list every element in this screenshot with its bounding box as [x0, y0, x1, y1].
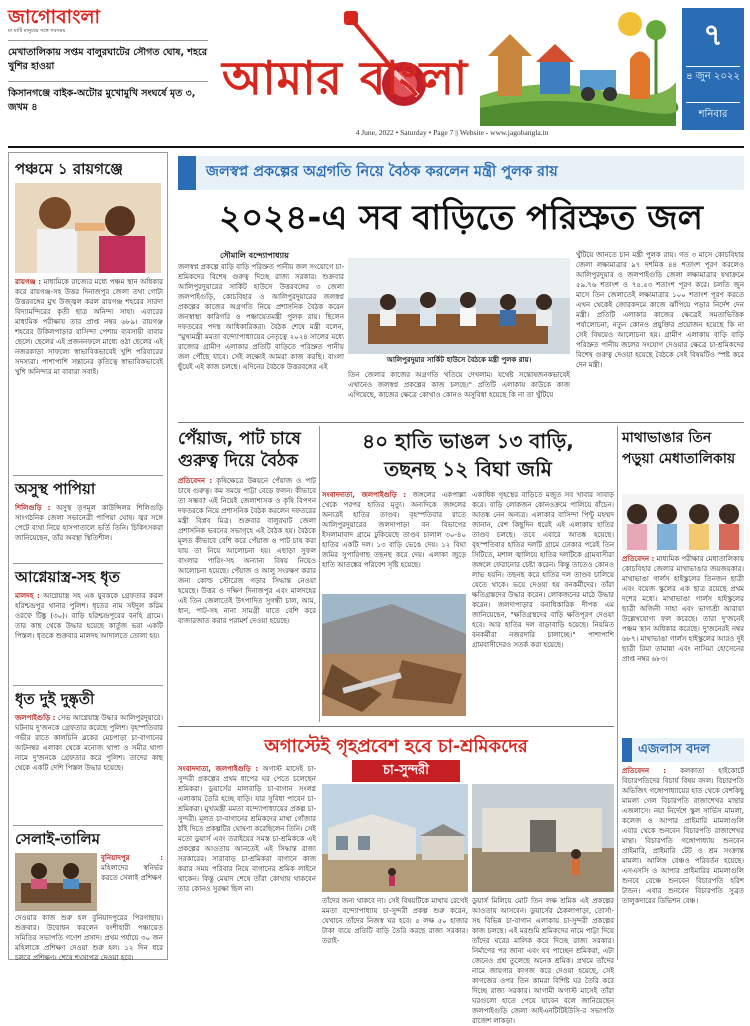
- madhyamik-headline: মাথাভাঙার তিন পড়ুয়া মেধাতালিকায়: [622, 430, 736, 467]
- sewing-photo: [15, 853, 97, 911]
- elephant-col2: একাধিক গৃহস্থের বাড়িতে মজুত সব খাবার সাবাড় করে। বাড়ি লোকজন কোনওক্রমে পালিয়ে বাঁচেন। আতঙ্ক নেন অন্যত্র। এলাকার বাসিন্দা পিন্টু মহম্মদ জানান, বেশ কিছুদিন ধরেই এই এলাকায় হাতির তাণ্ডব চলছে। তবে এবারে আতঙ্ক হয়েছে। বৃহস্পতিবার হাতির দলটি গ্রামে ঢোকার পরেই তিন সিটিতে, মশাল জ্বালিয়ে হাতির দলটিকে গ্রামবাসীরা জঙ্গলে ফেরানোর চেষ্টা করেন। কিন্তু তাতেও কোনও লাভ হয়নি। তছনছ করে হাতির দল তাণ্ডব চালিয়ে যেতে থাকে। ভয়ে দেওয়া হয় বনকর্মীদের। তাঁরা ক্ষতিগ্রস্তদের উদ্ধার করেন। লোকজনের মাঠে উদ্ধার করেন। জলদাপাড়ার বনাধিকারিক দীপক এম জানিয়েছেন, "ক্ষতিগ্রস্থদের বাড়ি ক্ষতিপূরণ দেওয়া হবে। আর হাতির দল বাড়াবাড়ি হয়েছে। নিয়মিত বনকর্মীরা নজরদারি চালাচ্ছে।" পাশাপাশি গ্রামবাসীদেরও সতর্ক করা হয়েছে।: [472, 491, 614, 649]
- tea-col1-text: অগাস্ট মাসেই চা-সুন্দরী প্রকল্পের প্রথম ধাপের ঘর পেতে চলেছেন শ্রমিকরা। ডুয়ার্সের মালবাড়ি চা-বাগান সংলগ্ন এলাকায় তৈরি হচ্ছে বাড়ি। যার সুবিধা পাবেন চা-শ্রমিকরা। মুখ্যমন্ত্রী মমতা বন্দ্যোপাধ্যায়ের প্রকল্প চা-সুন্দরী। মূলত চা-বাগানের শ্রমিকদের মাথা গোঁজার ঠাঁই দিতে প্রকল্পটির ঘোষণা করেছিলেন তিনি। সেই মতো ডুয়ার্স এবং তরাইয়ের সমস্ত চা-শ্রমিককে এই প্রকল্পের আওতায় আনতেই এই সিদ্ধান্ত রাজ্য সরকারের। সারাবাড় চা-শ্রমিকরা বাগানে কাজ করার সময় পরিবার নিয়ে বাগানের শ্রমিক লাইনে থাকেন। কিন্তু মেয়াদ শেষে তাঁরা কোথায় থাকবেন তার কোনও সুরক্ষা ছিল না।: [178, 765, 316, 893]
- elephant-col1: [322, 490, 466, 590]
- story1-place: রায়গঞ্জ :: [15, 278, 42, 286]
- tea-headline: অগাস্টেই গৃহপ্রবেশ হবে চা-শ্রমিকদের: [264, 736, 528, 757]
- meeting-photo: [348, 258, 570, 354]
- story5-place: বুনিয়াদপুর :: [101, 854, 163, 862]
- promo-headline-2: কিসানগঞ্জে বাইক-অটোর মুখোমুখি সংঘর্ষে মৃত ৩, জখম ৪: [8, 88, 196, 113]
- transfer-text: কলকাতা হাইকোর্টে বিচারপতিদের বিচার্য বিষয় বদল। বিচারপতি অভিজিৎ গঙ্গোপাধ্যায়ের হাত থেকে বেশকিছু মামলা গেল বিচারপতি রাজাশেখর মান্থার এজলাসে। নয়া নির্দেশে স্কুল সার্ভিস মামলা, কলেজ ও আপার প্রাইমারি মামলাগুলি এবার থেকে শুনবেন বিচারপতি রাজাশেখর মান্থা। বিচারপতি গঙ্গোপাধ্যায় শুনবেন প্রাইমারি, প্রাইমারি টেট ও শ্রম সংক্রান্ত মামলা। আলিঙ্গ বেঞ্চও পরিবর্তন হয়েছে। এসএসসি ও আপার প্রাইমারির মামলাগুলি শুনবে বেঞ্চে শুনবেন বিচারপতি হরিশ টান্ডন। এবার শুনবেন বিচারপতি সুব্রত তালুকদারের ডিভিশন বেঞ্চ।: [622, 767, 745, 905]
- village-illustration: [480, 4, 676, 126]
- story3-body: [15, 591, 163, 683]
- promo-headline-1: মেখাতালিকায় সপ্তম বালুরঘাটের সৌগত ঘোষ, শহরে খুশির হাওয়া: [8, 47, 208, 72]
- main-col2: তিন জেলার কাজের অগ্রগতি খতিয়ে দেখলাম। যথেষ্ট সন্তোষজনকভাবেই এখানেও জলস্বপ্ন প্রকল্পের কাজ চলছে।" প্রতিটি এলাকায় কাউকে কাজ এগিয়েছে, কাজের ক্ষেত্রে কোথাও কোনও অসুবিধা হয়েছে কি না তা খুঁটিয়ে: [348, 371, 570, 399]
- transfer-body: [622, 766, 744, 960]
- damaged-house-photo: [322, 594, 466, 716]
- issue-date: ৪ জুন ২০২২: [686, 71, 740, 82]
- story2-place: শিলিগুড়ি :: [15, 504, 51, 512]
- story5-lead-text: মহিলাদের স্বনির্ভর করতে সেলাই প্রশিক্ষণ: [101, 864, 163, 882]
- masthead: [0, 0, 750, 148]
- transfer-heading-band: [622, 738, 744, 762]
- student-photo: [15, 183, 161, 273]
- story5-body: দেওয়ার কাজ শুরু হল বুনিয়াদপুরের পিরগাছায়। শুক্রবার। উদ্বোধন করলেন বংশীহারী পঞ্চায়েত সমিতির সভাপতি গণেশ প্রসাদ। প্রথম পর্যায়ে ৩০ জন মহিলাকে প্রশিক্ষণ দেওয়া শুরু হল। ১২ দিন ধরে চলবে প্রশিক্ষণ। শেষে শংসাপত্র দেওয়া হবে।: [15, 914, 163, 962]
- story4-heading: ধৃত দুই দুষ্কৃতী: [15, 690, 95, 708]
- tea-place: সংবাদদাতা, জলপাইগুড়ি :: [178, 765, 259, 773]
- left-column: [8, 152, 168, 960]
- title-logo: আমার বাংলা: [222, 51, 469, 105]
- transfer-place: প্রতিবেদন :: [622, 767, 667, 775]
- story1-heading: পঞ্চমে ১ রায়গঞ্জে: [15, 160, 123, 178]
- main-col1: জলস্বপ্ন প্রকল্পে বাড়ি বাড়ি পরিস্রুত পানীয় জল সংযোগে চা-শ্রমিকদের বিশেষ গুরুত্ব দিচ্ছে রাজ্য সরকার। শুক্রবার আলিপুরদুয়ারের সার্কিট হাউসে উত্তরবঙ্গের ৩ জেলা জলপাইগুড়ি, কোচবিহার ও আলিপুরদুয়ারের জলস্বপ্ন প্রকল্পের কাজের অগ্রগতি নিয়ে প্রশাসনিক বৈঠক করেন জনস্বাস্থ্য কারিগরি ও পঞ্চায়েতমন্ত্রী পুলক রায়। ছিলেন দফতরের পদস্থ আধিকারিকরা। বৈঠক শেষে মন্ত্রী বলেন, "মুখ্যমন্ত্রী মমতা বন্দ্যোপাধ্যায়ের নেতৃত্বে ২০২৪ সালের মধ্যে রাজ্যের গ্রামীণ এলাকার প্রতিটি বাড়িতে পরিস্রুত পানীয় জল পৌঁছে যাবে। সেই লক্ষ্যেই আমরা কাজ করছি। বাংলা ছুঁয়েই এই কাজ চলছে। এদিনের বৈঠকে উত্তরবঙ্গের এই: [178, 263, 344, 371]
- onion-place: প্রতিবেদন :: [178, 477, 213, 485]
- page-number: ৭: [703, 18, 723, 53]
- tea-col3: ডুয়ার্স মিলিয়ে মোট তিন লক্ষ শ্রমিক এই প্রকল্পের আওতায় আসবেন। ডুয়ার্সের ঠেকলাপাড়া, তোর্সা-সহ বিভিন্ন চা-বাগান এলাকায় চা-সুন্দরী প্রকল্পের কাজ চলছে। এই মরশুমি শ্রমিকদের নামে পাট্টা দিয়ে তাঁদের ঘরের মালিক করে দিচ্ছে রাজ্য সরকার। নির্মাণের পর জানা এবং যব পাচ্ছেন শ্রমিকরা, এটা জেনেও প্রশ্ন তুলেছে অনেক শ্রমিক। প্রথমে তাঁদের নামে জায়গার কাগজ করে দেওয়া হয়েছে, সেই কাগজের ওপর তিন কামরা বিশিষ্ট ঘর তৈরি করে দিচ্ছে রাজ্য সরকার। আগামী অগাস্ট মাসেই তাঁরা ঘরগুলো হাতে পেয়ে যাবেন বলে জানিয়েছেন জলপাইগুড়ি জেলা আইএনটিটিইউসি-র সভাপতি রাজেশ লাকড়া।: [472, 897, 614, 1025]
- onion-body: [178, 476, 316, 724]
- tea-houses-photo: [322, 784, 468, 892]
- main-kicker-band: [178, 156, 744, 190]
- story4-text: সেভ আগ্নেয়াস্ত্র উদ্ধার আলিপুরদুয়ারে। ঘটনায় দু'জনকে গ্রেফতার করেছে পুলিশ। বৃহস্পতিবার গভীর রাতে কালচিনি ব্লকের মেচপাড়া চা-বাগানের আটনম্বর এলাকা থেকে মনোজ থাপা ও সমীর থাপা নামে দু'জনকে গ্রেফতার করে পুলিশ। তাদের কাছ থেকে একটি দেশি পিস্তল উদ্ধার হয়েছে।: [15, 714, 163, 772]
- elephant-place: সংবাদদাতা, জলপাইগুড়ি :: [322, 491, 407, 499]
- madhyamik-place: প্রতিবেদন :: [622, 555, 655, 563]
- story1-text: মাধ্যমিকে রাজ্যের মধ্যে পঞ্চম স্থান অধিকার করে রায়গঞ্জ-সহ উত্তর দিনাজপুর জেলা তথা গোটা উত্তরবঙ্গের মুখ উজ্জ্বল করল রায়গঞ্জ শহরের সারদা বিদ্যামন্দিরের কৃতী ছাত্র অনিন্দ্য সাহা। এবারের মাধ্যমিক পরীক্ষায় তার প্রাপ্ত নম্বর ৬৮৯। রায়গঞ্জ শহরের উকিলপাড়ার বাসিন্দা পেশায় ব্যবসায়ী বাবার ছেলে। ছেলের এই প্রজননফলে মাধ্যে ওঠা ছেলের এই নজরকাড়া সাফল্যে স্বাভাবিকভাবেই খুশি পরিবারের সদস্যরা। পাশাপাশি সন্তানের কৃতিত্বে স্বাভাবিকভাবেই খুশি অনিন্দ্যর মা বাবারা সবাই।: [15, 278, 164, 376]
- toppers-photo: [622, 494, 744, 550]
- onion-text: কৃষিক্ষেত্রে উন্নয়নে পেঁয়াজ ও পাট চাষে গুরুত্ব। কম সময়ে পাট্টা বেড়ে ফলন। কীভাবে তা সম্ভব? এই নিয়েই জেলাশাসক ও কৃষি বিপণন দফতরকে নিয়ে প্রশাসনিক বৈঠক করলেন দফতরের মন্ত্রী বিপ্লব মিত্র। শুক্রবার বালুরঘাট জেলা প্রশাসনিক ভবনের সভাগৃহে এই বৈঠক হয়। বৈঠকে মূলত কীভাবে বেশি করে পেঁয়াজ ও পাট চাষ করা যায় তা নিয়ে আলোচনা হয়। এছাড়া সুফল বাংলার পারিং-সহ অন্যান্য বিষয় নিয়েও আলোচনা হয়েছে। পেঁয়াজ ও আলু সংরক্ষণ করার জন্য কোল্ড স্টোরেজ গড়ার সিদ্ধান্ত নেওয়া হয়েছে। উত্তর ও দক্ষিণ দিনাজপুর এবং মালদহের এই তিন জেলাতেই উৎপাদিত সুগন্ধী চাল, আম, ধান, পাট-সহ নানা সামগ্রী যাতে বেশি করে বাজারজাত করার পরামর্শ দেওয়া হয়েছে।: [178, 477, 316, 625]
- elephant-headline-1: ৪০ হাতি ভাঙল ১৩ বাড়ি,: [362, 429, 574, 453]
- dateline: 4 June, 2022 • Saturday • Page 7 || Website - www.jagobangla.in: [355, 128, 549, 137]
- tea-badge-label: চা-সুন্দরী: [382, 763, 430, 778]
- issue-day: শনিবার: [698, 109, 728, 120]
- story5-heading: সেলাই-তালিম: [15, 830, 100, 848]
- brand-logo: [8, 6, 208, 35]
- story2-text: অসুস্থ তৃণমূল কাউন্সিলর শিলিগুড়ি সাংগঠনিক জেলা সভানেত্রী পাপিয়া ঘোষ। জ্বর সঙ্গে পেটে ব্যথা নিয়ে হাসপাতালে ভর্তি তিনি। চিকিৎসকরা জানিয়েছেন, তাঁর অবস্থা স্থিতিশীল।: [15, 504, 163, 542]
- story3-place: মালদহ :: [15, 592, 40, 600]
- main-headline: ২০২৪-এ সব বাড়িতে পরিস্রুত জল: [218, 198, 704, 238]
- elephant-col1-text: জঙ্গলের একপাল্লা থেকে পরপর হাতির মৃত্যু। অন্যদিকে জঙ্গলের অন্যত্রই হাতির তাণ্ডব। বৃহস্পতিবার রাতে আলিপুরদুয়ারের জলদাপাড়া বন বিভাগের ইসলামাবাদ গ্রামে ঢুকিয়েছে তাণ্ডব চালাল ৩০-৪০ হাতির একটি দল। ১৩ বাড়ি ভেঙে দেয়। ১২ বিঘা জমির সুপারিগাছ তছনছ করে দেয়। এলাকা জুড়ে হাতি আতঙ্কের পরিবেশ সৃষ্টি হয়েছে।: [322, 491, 466, 569]
- tea-col2: তাঁদের জন্য থাকবে না। সেই বিষয়টিকে মাথায় রেখেই মমতা বন্দ্যোপাধ্যায় চা-সুন্দরী প্রকল্প শুরু করেন, যেখানে তাঁদের নিজস্ব ঘর হবে। ৫ লক্ষ ৫০ হাজার টাকা ব্যয়ে প্রতিটি বাড়ি তৈরি করছে রাজ্য সরকার। তরাই-: [322, 897, 468, 945]
- story1-body: [15, 277, 163, 467]
- elephant-headline-2: তছনছ ১২ বিঘা জমি: [384, 457, 552, 481]
- madhyamik-text: মাধ্যমিক পরীক্ষার মেধাতালিকায় কোচবিহার জেলার মাথাভাঙার জয়জয়কার। মাথাভাঙা গার্লস হাইস্কুলের তিনজন ছাত্রী এবং বয়েজ স্কুলের এক ছাত্র রয়েছে প্রথম দশের মধ্যে। মাথাভাঙা গার্লস হাইস্কুলের ছাত্রী অজিনী সাহা এবং ভাগ্যশ্রী আরায়া উল্লেখযোগ্য ফল করেছে। তারা দু'জনেই পঞ্চম স্থান অধিকার করেছে। দু'জনেরই নম্বর ৬৮৭। মাথাভাঙা গার্লস হাইস্কুলের আরও দুই ছাত্রী রিমা তামান্না এবং নাসিমা হোসেনের প্রাপ্ত নম্বর ৬৮৩।: [622, 555, 745, 663]
- story4-body: [15, 713, 163, 823]
- tea-col1: [178, 764, 316, 960]
- meeting-photo-caption: আলিপুরদুয়ার সার্কিট হাউসে বৈঠকে মন্ত্রী পুলক রায়।: [386, 356, 532, 364]
- transfer-heading: এজলাস বদল: [638, 742, 710, 757]
- page-number-box: [682, 8, 744, 130]
- story2-heading: অসুস্থ পাপিয়া: [15, 480, 96, 498]
- onion-headline: পেঁয়াজ, পাট চাষে গুরুত্ব দিয়ে বৈঠক: [178, 429, 301, 471]
- story3-heading: আগ্নেয়াস্ত্র-সহ ধৃত: [15, 568, 120, 586]
- main-col3: খুঁটিয়ে জানতে চান মন্ত্রী পুলক রায়। গত ৩ মাসে কোচবিহার জেলা লক্ষ্যমাত্রার ৯৭ দশমিক ৪৪ শতাংশ পূরণ করলেও আলিপুরদুয়ার ও জলপাইগুড়ি জেলা লক্ষ্যমাত্রার যথাক্রমে ৫৯.৭৬ শতাংশ ও ৭৫.৫৩ শতাংশ পূরণ করে। চলতি জুন মাসে তিন জেলাতেই লক্ষ্যমাত্রার ১০০ শতাংশ পূরণ করতে এখন থেকেই জোরকদমে কাজে ঝাঁপিয়ে পড়ার নির্দেশ দেন মন্ত্রী। প্রতিটি এলাকার কাজের ক্ষেত্রেই সমতাভিত্তিক পর্যালোচনা, নতুন কোনও প্রযুক্তির প্রয়োজন হয়েছে কি না সেই বিষয়েও আলোচনা হয়। গ্রামীণ এলাকায় বাড়ি বাড়ি পরিস্রুত পানীয় জলের সংযোগ দেওয়ার ক্ষেত্রে চা-শ্রমিকদের বিশেষ গুরুত্ব দেওয়া হয়েছে বৈঠকে সেই বিষয়টিও স্পষ্ট করে দেন মন্ত্রী।: [576, 251, 744, 369]
- story3-text: আগ্নেয়াস্ত্র সহ এক যুবককে গ্রেফতার করল হরিশ্চন্দ্রপুর থানার পুলিশ। ধৃতের নাম সইদুল করিম ওরফে টিঙ্কু (৩০)। বাড়ি হরিশ্চন্দ্রপুরের বনহি গ্রামে। তার কাছ থেকে উদ্ধার হয়েছে কার্তুজ ভরা একটি পিস্তল। ধৃতকে শুক্রবার মালদহ আদালতে তোলা হয়।: [15, 592, 163, 640]
- main-kicker: জলস্বপ্ন প্রকল্পের অগ্রগতি নিয়ে বৈঠক করলেন মন্ত্রী পুলক রায়: [206, 164, 558, 180]
- story2-body: [15, 503, 163, 563]
- story4-place: জলপাইগুড়ি :: [15, 714, 56, 722]
- main-byline: সৌমালি বন্দ্যোপাধ্যায়: [220, 251, 289, 260]
- tea-worker-photo: [472, 784, 614, 892]
- brand-tagline: মা মাটি মানুষের সঙ্গে সবসময়: [8, 28, 66, 34]
- story5-lead: [101, 853, 163, 913]
- brand-logo-text: জাগোবাংলা: [8, 6, 101, 28]
- madhyamik-body: [622, 554, 744, 718]
- tea-badge: [352, 760, 460, 782]
